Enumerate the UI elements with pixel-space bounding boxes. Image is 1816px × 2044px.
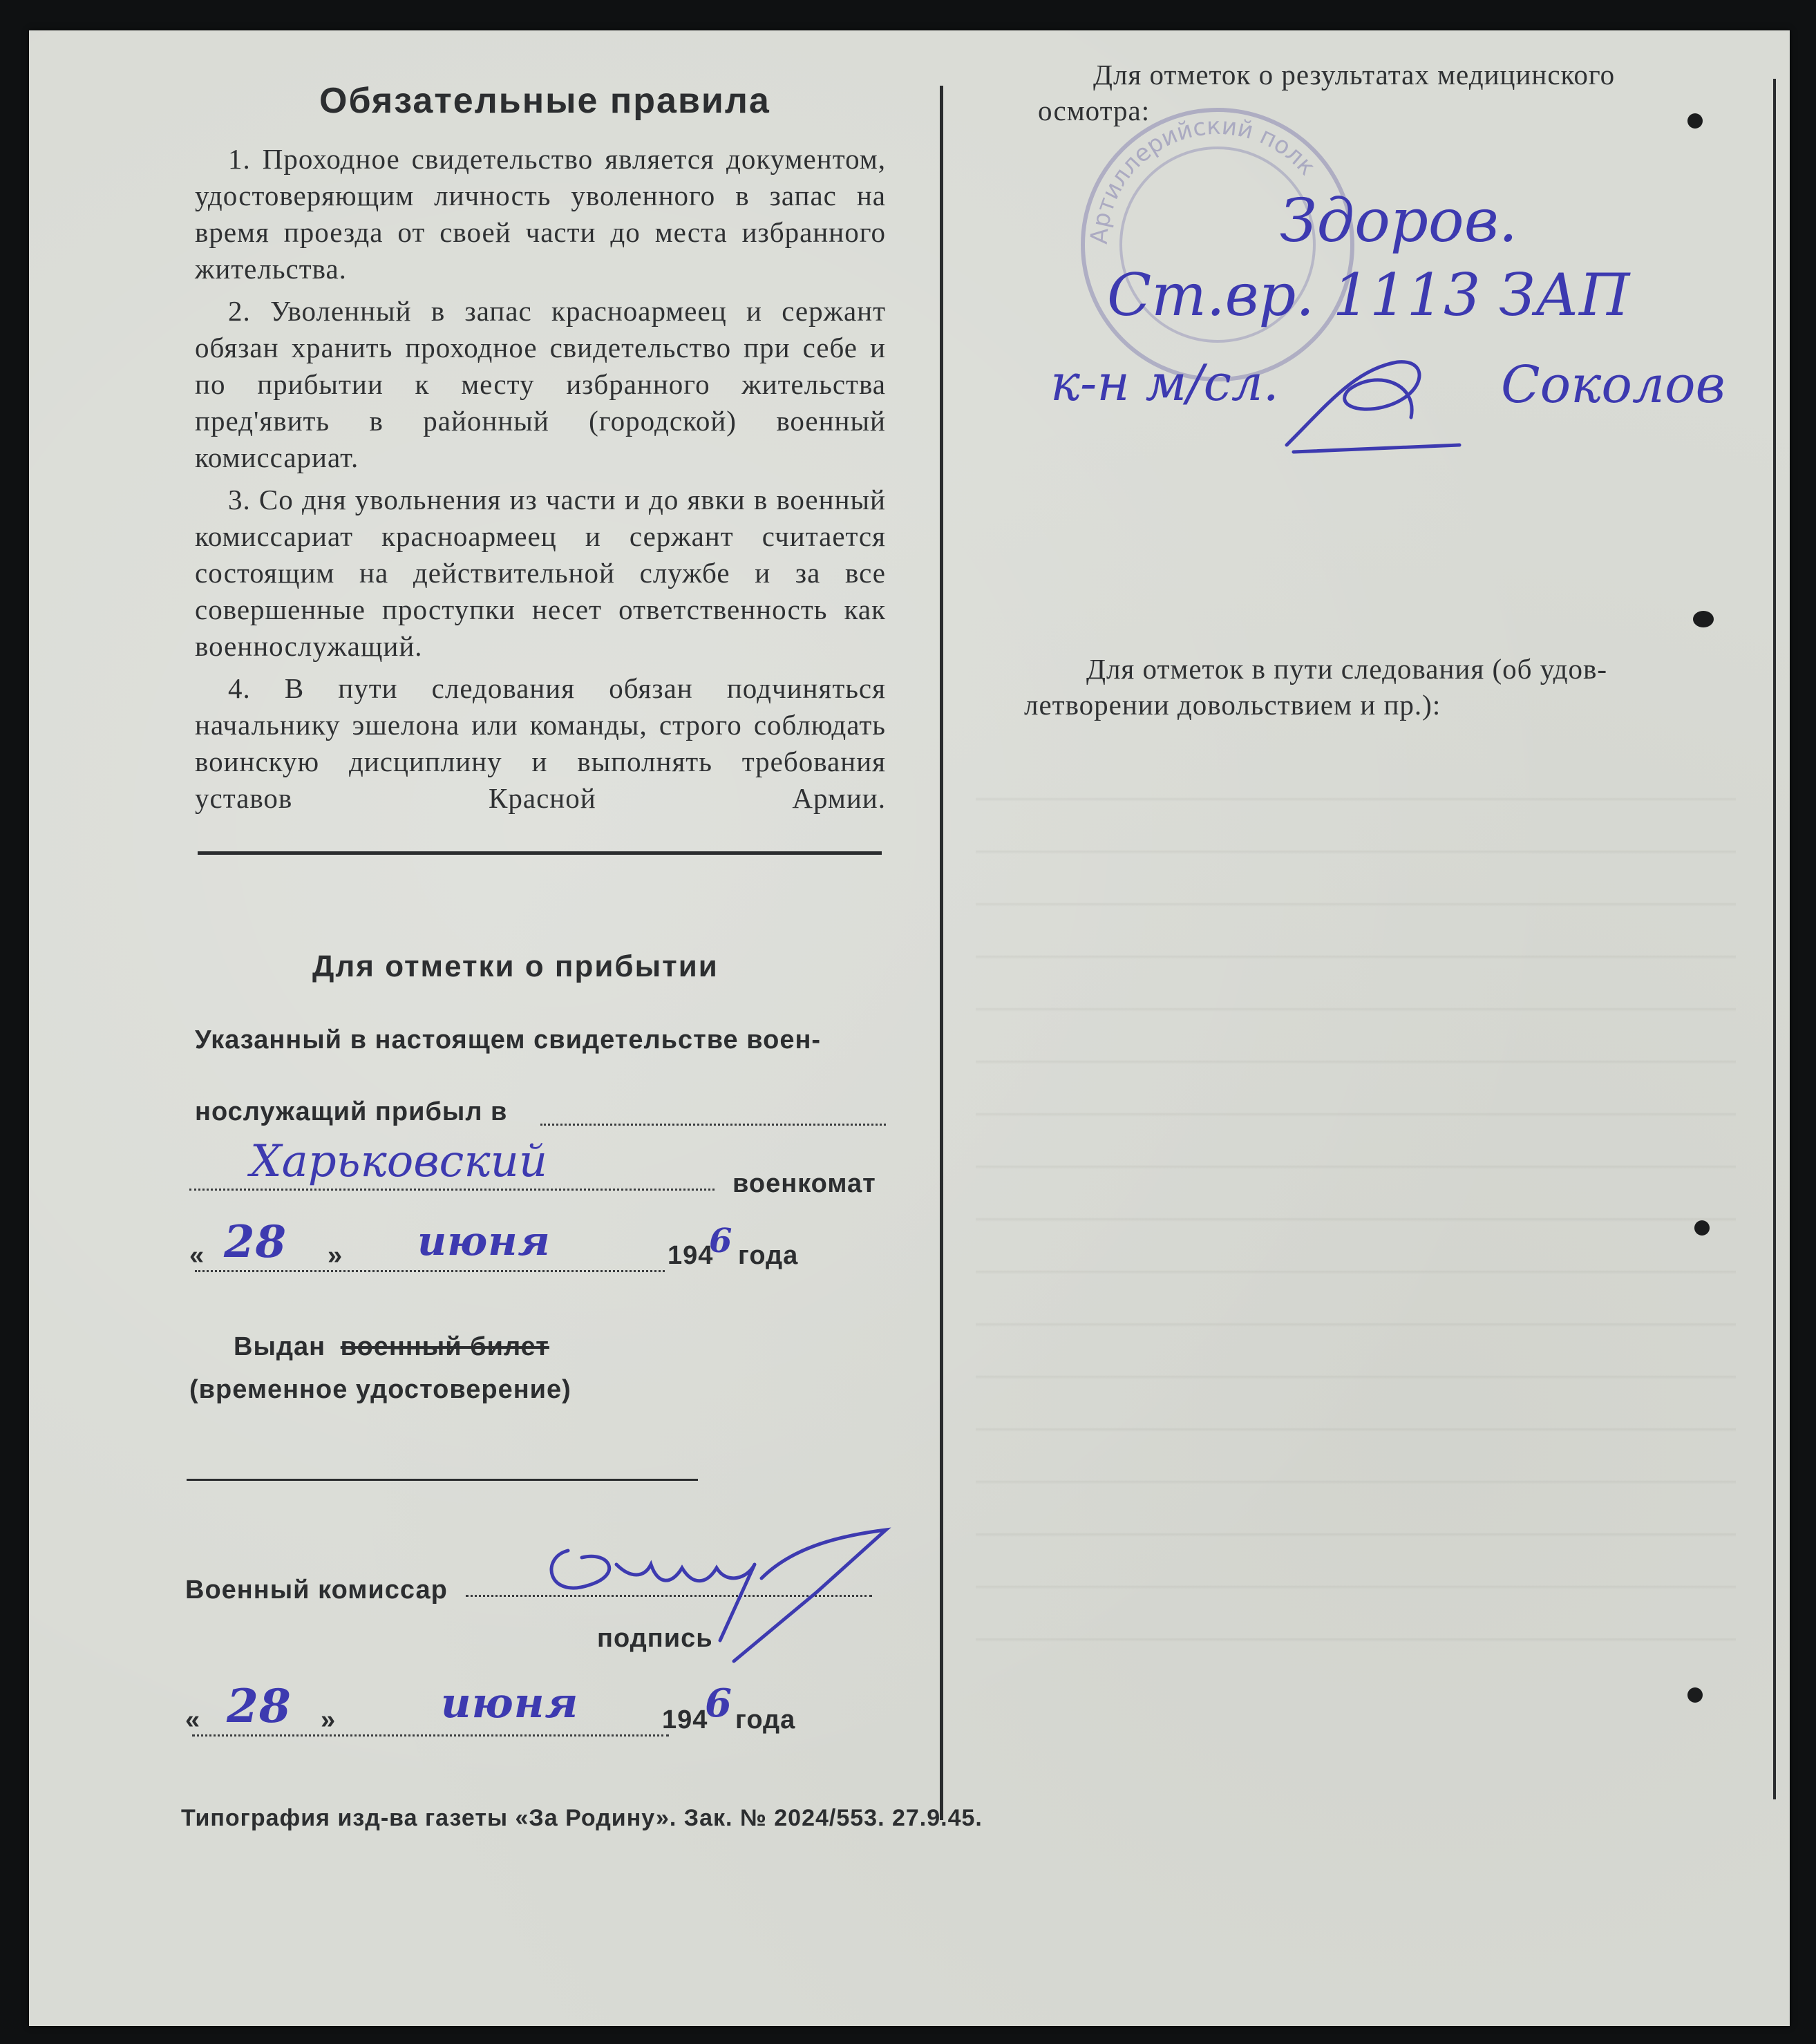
medical-handwritten-3: к-н м/сл. bbox=[1050, 354, 1279, 412]
date-day: 28 bbox=[224, 1216, 287, 1268]
arrival-place-line bbox=[540, 1124, 886, 1126]
rule-item-3: 3. Со дня увольнения из части и до явки в военный комиссариат красноармеец и сержант считается состоящим на действительной службе и за все совершенные проступки несет ответственность как военнослужащий. bbox=[195, 484, 886, 662]
date-year-prefix: 194 bbox=[668, 1241, 714, 1270]
rules-title: Обязательные правила bbox=[319, 81, 770, 121]
travel-label-line1: Для отметок в пути следования (об удов- bbox=[1086, 653, 1607, 685]
date-year-word: года bbox=[735, 1705, 796, 1734]
medical-signature bbox=[1273, 341, 1466, 466]
travel-label-line2: летворении довольствием и пр.): bbox=[1024, 689, 1441, 721]
rule-item-2: 2. Уволенный в запас красноармеец и сержант обязан хранить проходное свидетельство при себе и по прибытии к месту избранного жительства пред'явить в районный (городской) военный комиссариат. bbox=[195, 295, 886, 473]
issued-document-line bbox=[187, 1479, 698, 1481]
commissar-date bbox=[185, 1679, 807, 1747]
commissar-signature bbox=[527, 1509, 941, 1675]
date-open-quote: « bbox=[185, 1705, 201, 1734]
punch-hole bbox=[1693, 611, 1714, 627]
date-line-1 bbox=[195, 1270, 665, 1272]
date-close-quote: » bbox=[321, 1705, 337, 1734]
medical-handwritten-2: Ст.вр. 1113 ЗАП bbox=[1107, 261, 1630, 329]
date-year-word: года bbox=[738, 1241, 799, 1270]
document-sheet bbox=[29, 30, 1790, 2026]
commissariat-handwritten: Харьковский bbox=[250, 1136, 548, 1187]
rules-list bbox=[195, 141, 886, 817]
date-day: 28 bbox=[227, 1679, 292, 1733]
issued-struck: военный билет bbox=[340, 1332, 549, 1361]
date-line-2 bbox=[192, 1734, 669, 1737]
printer-imprint: Типография изд-ва газеты «За Родину». Зак. № 2024/553. 27.9.45. bbox=[181, 1805, 983, 1831]
commissariat-label: военкомат bbox=[732, 1169, 876, 1198]
right-border-line bbox=[1773, 79, 1776, 1799]
rule-item-4: 4. В пути следования обязан подчиняться начальнику эшелона или команды, строго соблюдать воинскую дисциплину и выполнять требования уставов Красной Армии. bbox=[195, 672, 886, 814]
arrival-title: Для отметки о прибытии bbox=[312, 949, 719, 983]
date-year-suffix: 6 bbox=[705, 1681, 732, 1726]
rule-item-1: 1. Проходное свидетельство является документом, удостоверяющим личность уволенного в запас на время проезда от своей части до места избранного жительства. bbox=[195, 143, 886, 285]
rules-separator bbox=[198, 851, 882, 855]
medical-label-line1: Для отметок о результатах медицинского bbox=[1093, 59, 1616, 91]
punch-hole bbox=[1687, 1687, 1703, 1703]
medical-label-line2: осмотра: bbox=[1038, 95, 1151, 126]
issued-label: Выдан bbox=[234, 1332, 326, 1361]
stamp-text: Артиллерийский полк bbox=[1085, 112, 1321, 245]
show-through-texture bbox=[976, 749, 1736, 1647]
date-year-prefix: 194 bbox=[662, 1705, 708, 1734]
date-year-suffix: 6 bbox=[709, 1222, 733, 1260]
medical-handwritten-4: Соколов bbox=[1501, 355, 1725, 415]
arrival-date bbox=[189, 1216, 811, 1283]
date-month: июня bbox=[417, 1218, 551, 1265]
date-open-quote: « bbox=[189, 1241, 205, 1270]
issued-line bbox=[234, 1332, 549, 1362]
issued-note: (временное удостоверение) bbox=[189, 1375, 571, 1404]
date-month: июня bbox=[441, 1679, 579, 1728]
date-close-quote: » bbox=[328, 1241, 343, 1270]
commissariat-line bbox=[189, 1189, 715, 1191]
arrival-text-line2: нослужащий прибыл в bbox=[195, 1097, 508, 1126]
signature-caption: подпись bbox=[597, 1624, 713, 1653]
commissar-label: Военный комиссар bbox=[185, 1575, 448, 1605]
punch-hole bbox=[1687, 113, 1703, 129]
arrival-text-line1: Указанный в настоящем свидетельстве воен- bbox=[195, 1025, 822, 1054]
medical-handwritten-1: Здоров. bbox=[1280, 187, 1518, 256]
